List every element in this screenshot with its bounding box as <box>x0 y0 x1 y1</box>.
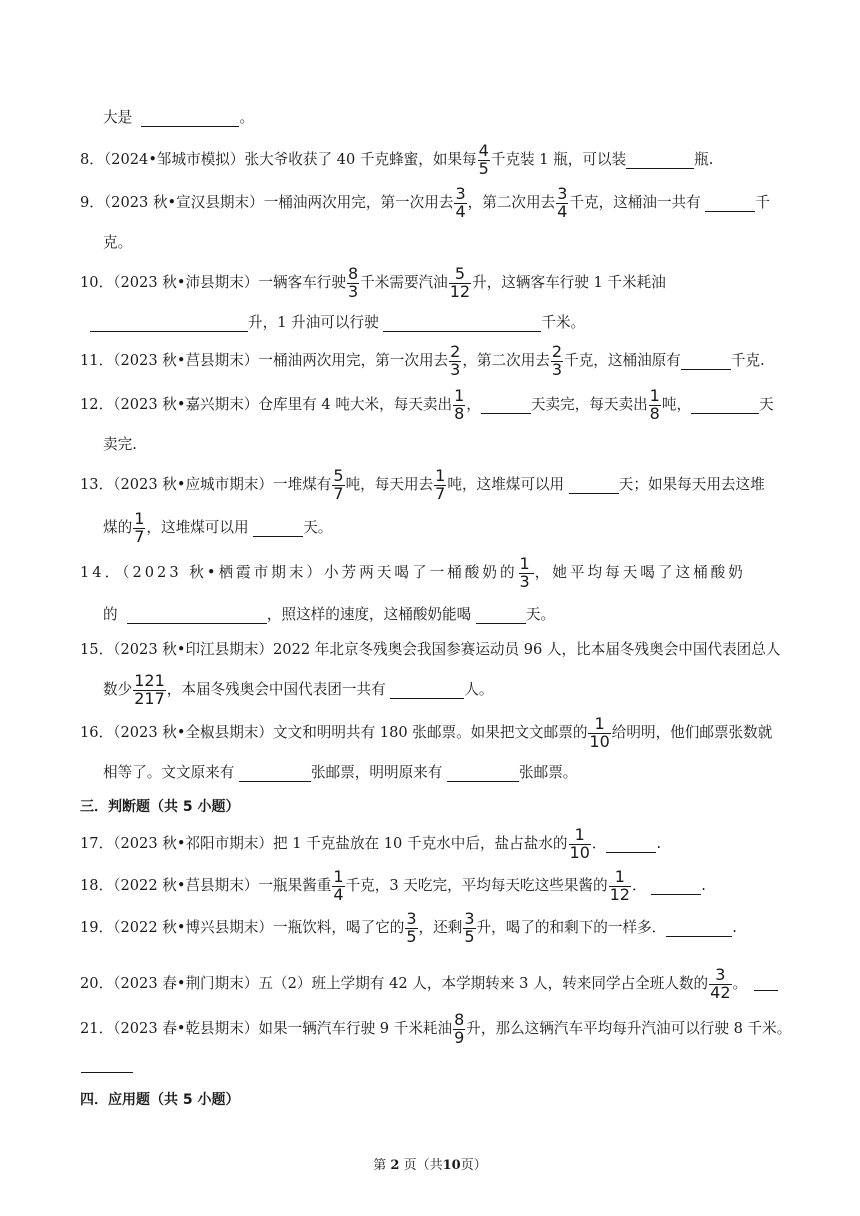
question-20: 20．（2023 春•荆门期末）五（2）班上学期有 42 人，本学期转来 3 人，转来同学占全班人数的 $\frac{3}{42}$ 。 <box>80 964 748 1002</box>
fraction: $\frac{4}{5}$ <box>478 140 489 178</box>
question-16: 16．（2023 秋•全椒县期末）文文和明明共有 180 张邮票。如果把文文邮票的 $\frac{1}{10}$ 给明明，他们邮票张数就 <box>80 713 773 751</box>
answer-blank[interactable] <box>383 315 541 332</box>
question-10: 10．（2023 秋•沛县期末）一辆客车行驶 $\frac{8}{3}$ 千米需要汽油 $\frac{5}{12}$ 升，这辆客车行驶 1 千米耗油 <box>80 263 666 301</box>
answer-blank[interactable] <box>666 920 732 937</box>
fraction: $\frac{1}{12}$ <box>609 866 630 904</box>
question-14: 14．（2023 秋•栖霞市期末）小芳两天喝了一桶酸奶的 $\frac{1}{3}$ ，她平均每天喝了这桶酸奶 <box>80 553 746 591</box>
fraction: $\frac{1}{8}$ <box>454 385 465 423</box>
question-15: 15．（2023 秋•印江县期末）2022 年北京冬残奥会我国参赛运动员 96 人，比本届冬残奥会中国代表团总人 <box>80 640 781 658</box>
fraction: $\frac{1}{10}$ <box>569 824 590 862</box>
question-9: 9．（2023 秋•宣汉县期末）一桶油两次用完，第一次用去 $\frac{3}{4}$ ，第二次用去 $\frac{3}{4}$ 千克，这桶油一共有 千 <box>80 183 770 221</box>
fraction: $\frac{3}{5}$ <box>406 908 417 946</box>
answer-blank[interactable] <box>651 878 701 895</box>
answer-blank[interactable] <box>754 990 778 991</box>
fraction: $\frac{5}{7}$ <box>333 465 344 503</box>
answer-blank[interactable] <box>390 682 464 699</box>
question-17: 17．（2023 秋•祁阳市期末）把 1 千克盐放在 10 千克水中后，盐占盐水的 $\frac{1}{10}$ ． . <box>80 824 662 862</box>
fraction: $\frac{2}{3}$ <box>450 341 461 379</box>
answer-blank[interactable] <box>127 607 267 624</box>
answer-blank[interactable] <box>90 315 248 332</box>
question-12: 12．（2023 秋•嘉兴期末）仓库里有 4 吨大米，每天卖出 $\frac{1}{8}$ ， 天卖完，每天卖出 $\frac{1}{8}$ 吨， 天 <box>80 385 774 423</box>
question-7-tail: 大是 。 <box>103 108 255 126</box>
question-8: 8．（2024•邹城市模拟）张大爷收获了 40 千克蜂蜜，如果每 $\frac{4}{5}$ 千克装 1 瓶，可以装 瓶. <box>80 140 714 178</box>
fraction: $\frac{3}{4}$ <box>455 183 466 221</box>
fraction: $\frac{1}{7}$ <box>435 465 446 503</box>
fraction: $\frac{1}{3}$ <box>519 553 533 591</box>
answer-blank[interactable] <box>705 195 755 212</box>
fraction: $\frac{1}{7}$ <box>134 508 145 546</box>
answer-blank[interactable] <box>606 836 656 853</box>
answer-blank[interactable] <box>481 397 531 414</box>
answer-blank[interactable] <box>691 397 759 414</box>
fraction: $\frac{1}{8}$ <box>649 385 660 423</box>
fraction: $\frac{1}{4}$ <box>333 866 344 904</box>
question-14-cont: 的 ，照这样的速度，这桶酸奶能喝 天。 <box>103 605 556 623</box>
question-13: 13．（2023 秋•应城市期末）一堆煤有 $\frac{5}{7}$ 吨，每天用去 $\frac{1}{7}$ 吨，这堆煤可以用 天；如果每天用去这堆 <box>80 465 765 503</box>
answer-blank[interactable] <box>81 1072 133 1073</box>
answer-blank[interactable] <box>239 765 311 782</box>
fraction: $\frac{8}{9}$ <box>454 1009 465 1047</box>
question-10-cont: 升，1 升油可以行驶 千米。 <box>90 303 790 343</box>
answer-blank[interactable] <box>681 353 731 370</box>
answer-blank[interactable] <box>253 520 303 537</box>
question-15-cont: 数少 $\frac{121}{217}$ ，本届冬残奥会中国代表团一共有 人。 <box>103 670 494 708</box>
fraction: $\frac{2}{3}$ <box>551 341 563 379</box>
question-18: 18．（2022 秋•莒县期末）一瓶果酱重 $\frac{1}{4}$ 千克，3 天吃完，平均每天吃这些果酱的 $\frac{1}{12}$ ． . <box>80 866 706 904</box>
page-footer: 第 2 页（共10页） <box>373 1158 487 1173</box>
fraction: $\frac{121}{217}$ <box>134 670 165 708</box>
answer-blank[interactable] <box>141 110 239 127</box>
fraction: $\frac{3}{5}$ <box>464 908 475 946</box>
page-number: 2 <box>390 1158 400 1173</box>
answer-blank[interactable] <box>476 607 526 624</box>
question-21: 21．（2023 春•乾县期末）如果一辆汽车行驶 9 千米耗油 $\frac{8}{9}$ 升，那么这辆汽车平均每升汽油可以行驶 8 千米。 <box>80 1009 792 1047</box>
answer-blank[interactable] <box>447 765 519 782</box>
fraction: $\frac{5}{12}$ <box>449 263 471 301</box>
fraction: $\frac{8}{3}$ <box>347 263 359 301</box>
question-11: 11．（2023 秋•莒县期末）一桶油两次用完，第一次用去 $\frac{2}{3}$ ，第二次用去 $\frac{2}{3}$ 千克，这桶油原有 千克. <box>80 341 765 379</box>
answer-blank[interactable] <box>569 477 619 494</box>
section-heading-3: 三．判断题（共 5 小题） <box>80 799 240 815</box>
fraction: $\frac{3}{42}$ <box>710 964 731 1002</box>
question-13-cont: 煤的 $\frac{1}{7}$ ，这堆煤可以用 天。 <box>103 508 333 546</box>
fraction: $\frac{3}{4}$ <box>557 183 568 221</box>
section-heading-4: 四．应用题（共 5 小题） <box>80 1092 240 1108</box>
page-total: 10 <box>442 1158 461 1173</box>
answer-blank[interactable] <box>626 152 694 169</box>
question-12-cont: 卖完. <box>103 435 137 453</box>
question-9-cont: 克。 <box>103 233 133 251</box>
question-19: 19．（2022 秋•博兴县期末）一瓶饮料，喝了它的 $\frac{3}{5}$ ，还剩 $\frac{3}{5}$ 升，喝了的和剩下的一样多． . <box>80 908 737 946</box>
question-16-cont: 相等了。文文原来有 张邮票，明明原来有 张邮票。 <box>103 763 578 781</box>
fraction: $\frac{1}{10}$ <box>589 713 610 751</box>
